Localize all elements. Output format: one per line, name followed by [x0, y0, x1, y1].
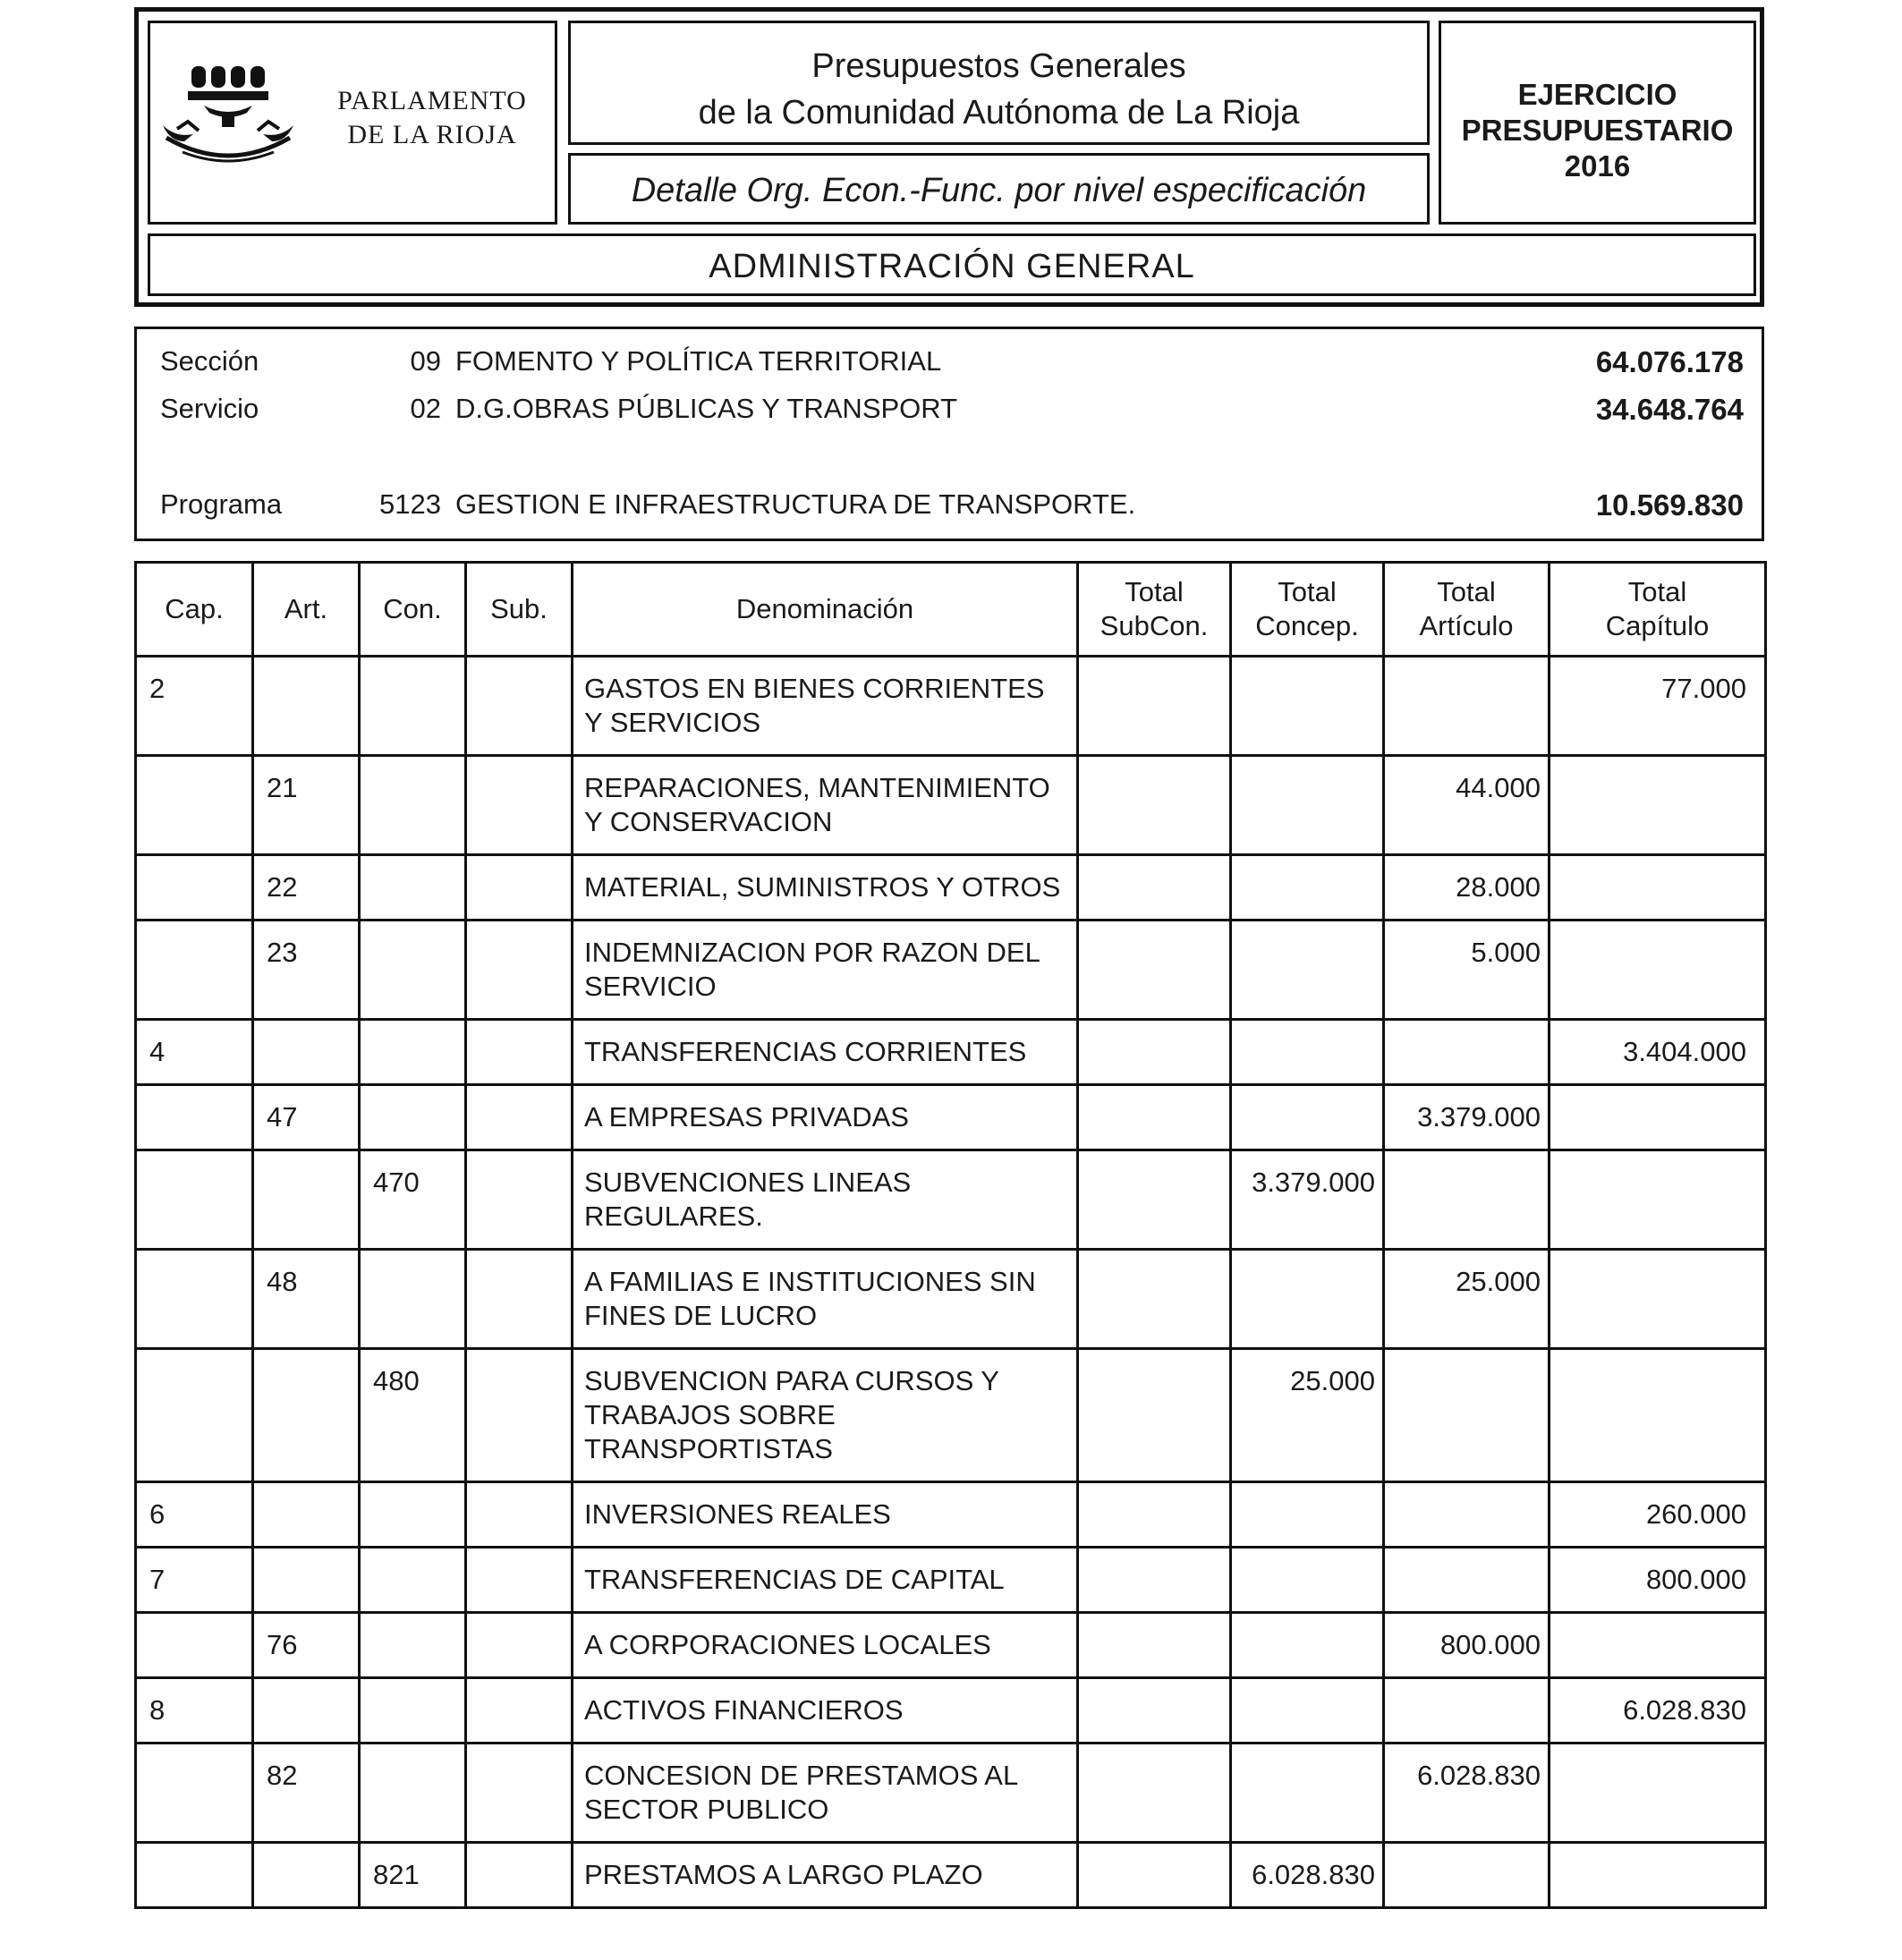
cell-total-subcon — [1078, 657, 1231, 756]
cell-total-subcon — [1078, 1150, 1231, 1250]
cell-total-concep — [1231, 921, 1384, 1020]
document-header — [134, 7, 1764, 307]
col-header-total-subcon-line2: SubCon. — [1100, 610, 1209, 641]
cell-total-subcon — [1078, 756, 1231, 855]
cell-total-concep — [1231, 1678, 1384, 1744]
cell-con — [360, 1548, 466, 1613]
table-row — [136, 1349, 1766, 1482]
cell-total-concep — [1231, 756, 1384, 855]
parlamento-name — [325, 84, 539, 152]
servicio-name: D.G.OBRAS PÚBLICAS Y TRANSPORT — [455, 393, 958, 424]
cell-cap — [136, 1843, 253, 1908]
cell-con — [360, 1250, 466, 1349]
cell-art: 23 — [253, 921, 360, 1020]
cell-total-articulo — [1384, 1678, 1550, 1744]
budget-table-body — [136, 657, 1766, 1908]
cell-total-articulo: 44.000 — [1384, 756, 1550, 855]
col-header-denominacion: Denominación — [573, 563, 1078, 657]
cell-total-subcon — [1078, 1678, 1231, 1744]
cell-total-capitulo — [1550, 855, 1766, 921]
document-subtitle: Detalle Org. Econ.-Func. por nivel especificación — [631, 172, 1367, 209]
parlamento-emblem-icon — [157, 59, 323, 184]
cell-cap: 4 — [136, 1020, 253, 1085]
cell-cap: 7 — [136, 1548, 253, 1613]
cell-sub — [466, 1613, 573, 1678]
table-row — [136, 1020, 1766, 1085]
ejercicio-box — [1439, 21, 1756, 225]
cell-art — [253, 1349, 360, 1482]
cell-total-capitulo: 260.000 — [1550, 1482, 1766, 1548]
table-row — [136, 1613, 1766, 1678]
cell-con: 470 — [360, 1150, 466, 1250]
table-row — [136, 1482, 1766, 1548]
ejercicio-line2: PRESUPUESTARIO — [1461, 114, 1734, 147]
cell-total-articulo — [1384, 1020, 1550, 1085]
cell-con — [360, 657, 466, 756]
ejercicio-label — [1441, 77, 1753, 184]
cell-total-capitulo — [1550, 1843, 1766, 1908]
cell-cap — [136, 1744, 253, 1843]
table-row — [136, 1843, 1766, 1908]
table-header-row — [136, 563, 1766, 657]
cell-total-subcon — [1078, 1020, 1231, 1085]
cell-art — [253, 657, 360, 756]
cell-total-subcon — [1078, 1482, 1231, 1548]
cell-con — [360, 855, 466, 921]
table-row — [136, 1150, 1766, 1250]
cell-art: 47 — [253, 1085, 360, 1150]
cell-denominacion: INVERSIONES REALES — [573, 1482, 1078, 1548]
cell-total-capitulo — [1550, 1349, 1766, 1482]
col-header-total-concep — [1231, 563, 1384, 657]
admin-box — [148, 233, 1756, 296]
cell-cap — [136, 855, 253, 921]
cell-total-subcon — [1078, 1843, 1231, 1908]
col-header-total-concep-line2: Concep. — [1255, 610, 1359, 641]
servicio-row — [137, 393, 1762, 428]
col-header-total-concep-line1: Total — [1278, 576, 1337, 607]
cell-total-concep — [1231, 1020, 1384, 1085]
cell-con — [360, 1085, 466, 1150]
col-header-total-subcon — [1078, 563, 1231, 657]
cell-con — [360, 756, 466, 855]
cell-denominacion: SUBVENCIONES LINEAS REGULARES. — [573, 1150, 1078, 1250]
cell-total-subcon — [1078, 1250, 1231, 1349]
cell-denominacion: ACTIVOS FINANCIEROS — [573, 1678, 1078, 1744]
cell-total-subcon — [1078, 1548, 1231, 1613]
servicio-amount: 34.648.764 — [1595, 393, 1744, 426]
cell-art — [253, 1482, 360, 1548]
cell-con: 821 — [360, 1843, 466, 1908]
cell-total-capitulo — [1550, 921, 1766, 1020]
cell-total-subcon — [1078, 1744, 1231, 1843]
cell-sub — [466, 756, 573, 855]
cell-con: 480 — [360, 1349, 466, 1482]
cell-art — [253, 1678, 360, 1744]
cell-total-concep — [1231, 855, 1384, 921]
cell-cap — [136, 1349, 253, 1482]
title-box — [568, 21, 1430, 145]
table-row — [136, 855, 1766, 921]
cell-denominacion: A CORPORACIONES LOCALES — [573, 1613, 1078, 1678]
ejercicio-year: 2016 — [1564, 149, 1631, 182]
seccion-name: FOMENTO Y POLÍTICA TERRITORIAL — [455, 345, 942, 377]
cell-total-capitulo — [1550, 756, 1766, 855]
seccion-row — [137, 345, 1762, 381]
cell-cap: 2 — [136, 657, 253, 756]
table-row — [136, 1744, 1766, 1843]
cell-cap — [136, 921, 253, 1020]
cell-con — [360, 1482, 466, 1548]
cell-total-capitulo: 800.000 — [1550, 1548, 1766, 1613]
cell-denominacion: SUBVENCION PARA CURSOS Y TRABAJOS SOBRE TRANSPORTISTAS — [573, 1349, 1078, 1482]
cell-cap — [136, 756, 253, 855]
cell-total-subcon — [1078, 1085, 1231, 1150]
cell-total-subcon — [1078, 1349, 1231, 1482]
table-row — [136, 657, 1766, 756]
cell-cap — [136, 1613, 253, 1678]
cell-total-articulo: 800.000 — [1384, 1613, 1550, 1678]
cell-total-capitulo — [1550, 1613, 1766, 1678]
cell-denominacion: CONCESION DE PRESTAMOS AL SECTOR PUBLICO — [573, 1744, 1078, 1843]
logo-box — [148, 21, 557, 225]
cell-denominacion: A FAMILIAS E INSTITUCIONES SIN FINES DE LUCRO — [573, 1250, 1078, 1349]
col-header-total-capitulo-line1: Total — [1627, 576, 1687, 607]
cell-cap: 8 — [136, 1678, 253, 1744]
cell-total-capitulo — [1550, 1085, 1766, 1150]
cell-total-concep — [1231, 1482, 1384, 1548]
col-header-sub: Sub. — [466, 563, 573, 657]
cell-sub — [466, 855, 573, 921]
cell-sub — [466, 1085, 573, 1150]
cell-con — [360, 1020, 466, 1085]
cell-art: 76 — [253, 1613, 360, 1678]
col-header-total-capitulo-line2: Capítulo — [1605, 610, 1710, 641]
col-header-total-articulo-line2: Artículo — [1419, 610, 1514, 641]
programa-name: GESTION E INFRAESTRUCTURA DE TRANSPORTE. — [455, 488, 1136, 520]
col-header-total-articulo-line1: Total — [1437, 576, 1496, 607]
col-header-total-capitulo — [1550, 563, 1766, 657]
cell-cap: 6 — [136, 1482, 253, 1548]
budget-table — [134, 561, 1767, 1909]
cell-con — [360, 921, 466, 1020]
cell-denominacion: GASTOS EN BIENES CORRIENTES Y SERVICIOS — [573, 657, 1078, 756]
cell-art — [253, 1548, 360, 1613]
cell-total-subcon — [1078, 1613, 1231, 1678]
admin-title: ADMINISTRACIÓN GENERAL — [709, 248, 1195, 285]
cell-total-concep — [1231, 1250, 1384, 1349]
cell-sub — [466, 1349, 573, 1482]
cell-denominacion: INDEMNIZACION POR RAZON DEL SERVICIO — [573, 921, 1078, 1020]
cell-total-concep — [1231, 1548, 1384, 1613]
cell-denominacion: TRANSFERENCIAS DE CAPITAL — [573, 1548, 1078, 1613]
cell-total-concep: 6.028.830 — [1231, 1843, 1384, 1908]
cell-sub — [466, 921, 573, 1020]
cell-sub — [466, 1744, 573, 1843]
cell-sub — [466, 1250, 573, 1349]
cell-sub — [466, 1020, 573, 1085]
cell-cap — [136, 1085, 253, 1150]
logo-line1: PARLAMENTO — [337, 86, 527, 115]
col-header-art: Art. — [253, 563, 360, 657]
cell-con — [360, 1613, 466, 1678]
ejercicio-line1: EJERCICIO — [1517, 78, 1677, 111]
cell-total-articulo: 28.000 — [1384, 855, 1550, 921]
cell-total-capitulo: 6.028.830 — [1550, 1678, 1766, 1744]
servicio-label: Servicio — [160, 393, 259, 424]
cell-total-capitulo — [1550, 1250, 1766, 1349]
logo-line2: DE LA RIOJA — [347, 120, 517, 149]
programa-code: 5123 — [379, 488, 441, 520]
servicio-code: 02 — [410, 393, 441, 424]
seccion-amount: 64.076.178 — [1595, 345, 1744, 378]
cell-denominacion: REPARACIONES, MANTENIMIENTO Y CONSERVACION — [573, 756, 1078, 855]
cell-total-articulo: 3.379.000 — [1384, 1085, 1550, 1150]
cell-art — [253, 1020, 360, 1085]
subtitle-box — [568, 153, 1430, 225]
table-row — [136, 756, 1766, 855]
document-title — [571, 43, 1427, 136]
cell-total-capitulo — [1550, 1744, 1766, 1843]
seccion-code: 09 — [410, 345, 441, 377]
cell-total-articulo — [1384, 1150, 1550, 1250]
cell-denominacion: TRANSFERENCIAS CORRIENTES — [573, 1020, 1078, 1085]
cell-denominacion: A EMPRESAS PRIVADAS — [573, 1085, 1078, 1150]
cell-total-articulo — [1384, 1349, 1550, 1482]
cell-art: 48 — [253, 1250, 360, 1349]
cell-total-concep — [1231, 1085, 1384, 1150]
cell-denominacion: MATERIAL, SUMINISTROS Y OTROS — [573, 855, 1078, 921]
cell-total-articulo — [1384, 1482, 1550, 1548]
cell-art: 21 — [253, 756, 360, 855]
table-row — [136, 921, 1766, 1020]
table-row — [136, 1085, 1766, 1150]
cell-cap — [136, 1150, 253, 1250]
table-row — [136, 1548, 1766, 1613]
col-header-con: Con. — [360, 563, 466, 657]
cell-art — [253, 1150, 360, 1250]
cell-sub — [466, 657, 573, 756]
section-summary — [134, 327, 1764, 541]
cell-total-articulo: 6.028.830 — [1384, 1744, 1550, 1843]
cell-sub — [466, 1843, 573, 1908]
cell-art: 82 — [253, 1744, 360, 1843]
col-header-total-subcon-line1: Total — [1125, 576, 1184, 607]
cell-cap — [136, 1250, 253, 1349]
cell-con — [360, 1744, 466, 1843]
cell-total-capitulo — [1550, 1150, 1766, 1250]
title-line1: Presupuestos Generales — [811, 47, 1186, 85]
cell-total-articulo — [1384, 657, 1550, 756]
col-header-total-articulo — [1384, 563, 1550, 657]
programa-row — [137, 488, 1762, 524]
cell-total-capitulo: 77.000 — [1550, 657, 1766, 756]
title-line2: de la Comunidad Autónoma de La Rioja — [698, 94, 1300, 132]
cell-total-articulo: 5.000 — [1384, 921, 1550, 1020]
cell-total-concep — [1231, 657, 1384, 756]
cell-total-concep: 25.000 — [1231, 1349, 1384, 1482]
cell-total-subcon — [1078, 921, 1231, 1020]
cell-sub — [466, 1548, 573, 1613]
cell-total-concep — [1231, 1744, 1384, 1843]
col-header-cap: Cap. — [136, 563, 253, 657]
cell-total-subcon — [1078, 855, 1231, 921]
seccion-label: Sección — [160, 345, 259, 377]
table-row — [136, 1678, 1766, 1744]
programa-amount: 10.569.830 — [1595, 488, 1744, 522]
cell-con — [360, 1678, 466, 1744]
cell-total-concep — [1231, 1613, 1384, 1678]
cell-total-concep: 3.379.000 — [1231, 1150, 1384, 1250]
cell-total-capitulo: 3.404.000 — [1550, 1020, 1766, 1085]
cell-sub — [466, 1482, 573, 1548]
cell-art: 22 — [253, 855, 360, 921]
cell-art — [253, 1843, 360, 1908]
cell-total-articulo: 25.000 — [1384, 1250, 1550, 1349]
cell-total-articulo — [1384, 1843, 1550, 1908]
cell-denominacion: PRESTAMOS A LARGO PLAZO — [573, 1843, 1078, 1908]
table-row — [136, 1250, 1766, 1349]
cell-total-articulo — [1384, 1548, 1550, 1613]
programa-label: Programa — [160, 488, 283, 520]
cell-sub — [466, 1150, 573, 1250]
cell-sub — [466, 1678, 573, 1744]
